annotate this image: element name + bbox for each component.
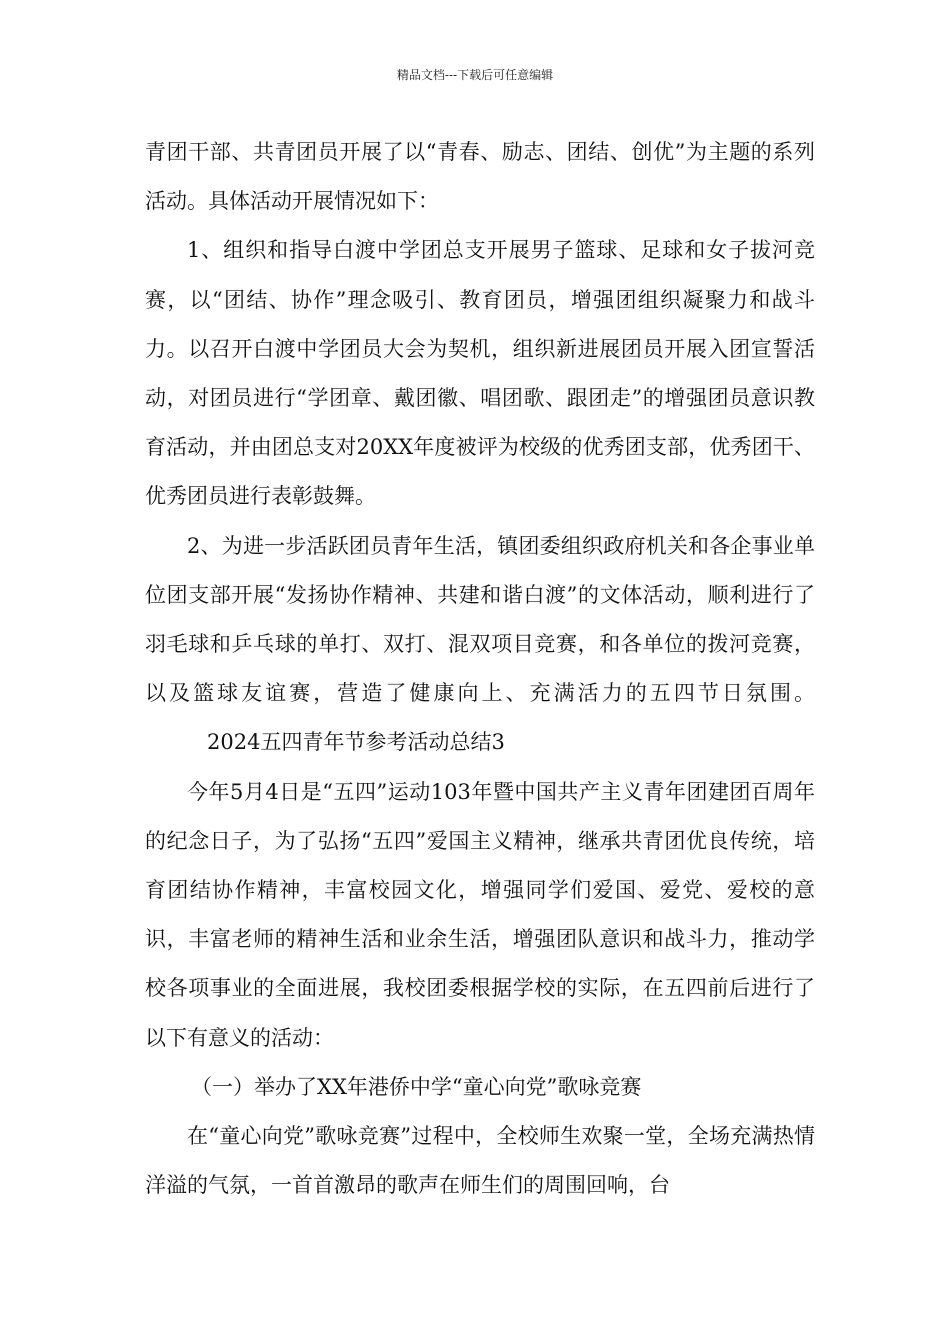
paragraph-4: 今年5月4日是“五四”运动103年暨中国共产主义青年团建团百周年的纪念日子，为了弘扬“五四”爱国主义精神，继承共青团优良传统，培育团结协作精神，丰富校园文化，增强同学们爱国、爱党、爱校的意识，丰富老师的精神生活和业余生活，增强团队意识和战斗力，推动学校各项事业的全面进展，我校团委根据学校的实际，在五四前后进行了以下有意义的活动： bbox=[145, 779, 815, 1050]
paragraph-3 bbox=[145, 522, 815, 768]
section-title: 2024五四青年节参考活动总结3 bbox=[207, 730, 505, 755]
paragraph-5: 在“童心向党”歌咏竞赛”过程中，全校师生欢聚一堂，全场充满热情洋溢的气氛，一首首激昂的歌声在师生们的周围回响，台 bbox=[145, 1124, 815, 1198]
paragraph-1: 青团干部、共青团员开展了以“青春、励志、团结、创优”为主题的系列活动。具体活动开展情况如下： bbox=[145, 140, 815, 214]
document-body bbox=[145, 128, 815, 1210]
page-header: 精品文档---下载后可任意编辑 bbox=[396, 68, 554, 82]
paragraph-3-text: 2、为进一步活跃团员青年生活，镇团委组织政府机关和各企事业单位团支部开展“发扬协作精神、共建和谐白渡”的文体活动，顺利进行了羽毛球和乒乓球的单打、双打、混双项目竞赛，和各单位的拨河竞赛，以及篮球友谊赛，营造了健康向上、充满活力的五四节日氛围。 bbox=[145, 533, 815, 706]
paragraph-2: 1、组织和指导白渡中学团总支开展男子篮球、足球和女子拔河竞赛，以“团结、协作”理念吸引、教育团员，增强团组织凝聚力和战斗力。以召开白渡中学团员大会为契机，组织新进展团员开展入团宣誓活动，对团员进行“学团章、戴团徽、唱团歌、跟团走”的增强团员意识教育活动，并由团总支对20XX年度被评为校级的优秀团支部，优秀团干、优秀团员进行表彰鼓舞。 bbox=[145, 238, 815, 509]
subheading: （一）举办了XX年港侨中学“童心向党”歌咏竞赛 bbox=[191, 1074, 642, 1099]
